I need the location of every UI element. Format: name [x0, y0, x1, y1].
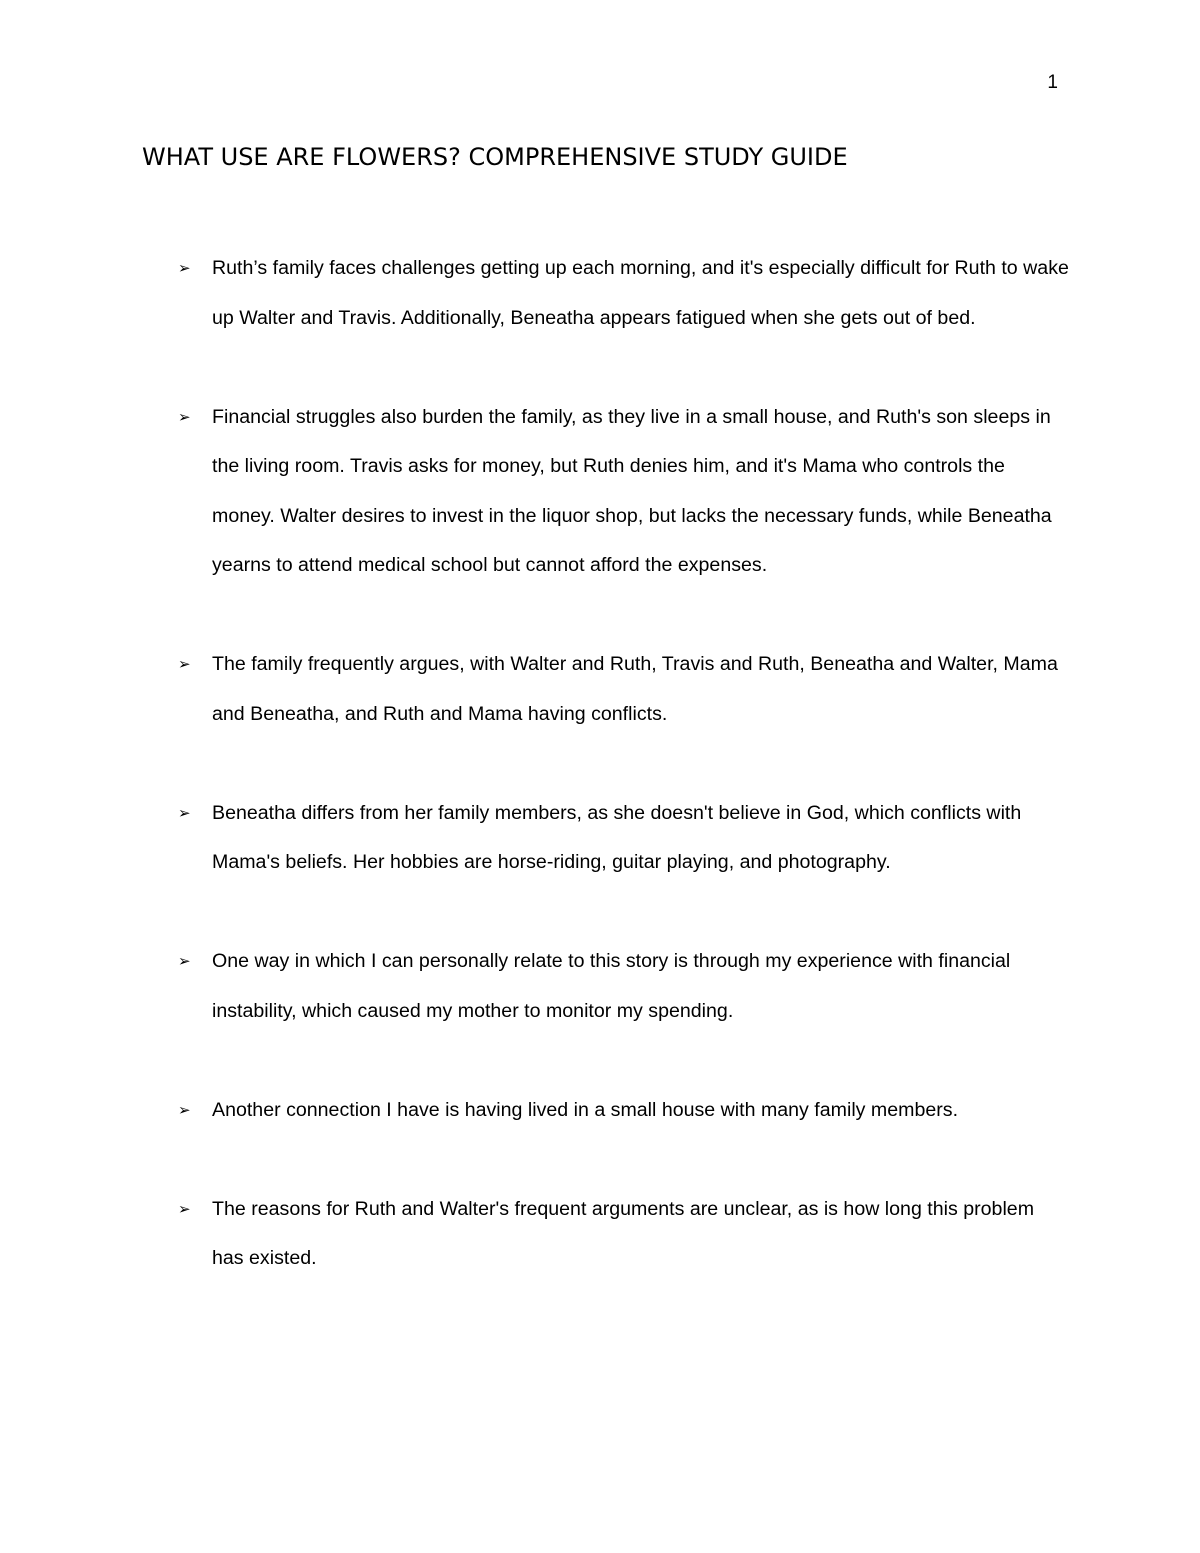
arrowhead-bullet-icon: ➢	[178, 803, 191, 822]
bullet-item	[178, 244, 1070, 343]
bullet-item	[178, 393, 1070, 591]
bullet-item	[178, 789, 1070, 888]
arrowhead-bullet-icon: ➢	[178, 259, 191, 277]
bullet-list	[178, 244, 1070, 1333]
bullet-text: One way in which I can personally relate to this story is through my experience with financial instability, which caused my mother to monitor my spending.	[212, 950, 1011, 1022]
bullet-text: Beneatha differs from her family members, as she doesn't believe in God, which conflicts with Mama's beliefs. Her hobbies are horse-riding, guitar playing, and photography.	[212, 801, 1022, 873]
arrowhead-bullet-icon: ➢	[178, 1199, 191, 1218]
bullet-text: Another connection I have is having lived in a small house with many family members.	[212, 1098, 959, 1121]
document-title: WHAT USE ARE FLOWERS? COMPREHENSIVE STUDY GUIDE	[142, 143, 848, 171]
bullet-item	[178, 1086, 1070, 1136]
bullet-item	[178, 1185, 1070, 1284]
arrowhead-bullet-icon: ➢	[178, 952, 191, 970]
bullet-text: Ruth’s family faces challenges getting up each morning, and it's especially difficult for Ruth to wake up Walter and Travis. Additionally, Beneatha appears fatigued when she gets out of bed.	[212, 257, 1069, 329]
bullet-text: The reasons for Ruth and Walter's frequent arguments are unclear, as is how long this problem has existed.	[212, 1197, 1035, 1269]
page-number: 1	[1047, 72, 1058, 93]
arrowhead-bullet-icon: ➢	[178, 1100, 191, 1119]
bullet-text: Financial struggles also burden the family, as they live in a small house, and Ruth's son sleeps in the living room. Travis asks for money, but Ruth denies him, and it's Mama who controls the money. Walter desires to invest in the liquor shop, but lacks the necessary funds, while Beneatha yearns to attend medical school but cannot afford the expenses.	[212, 405, 1052, 576]
bullet-item	[178, 640, 1070, 739]
arrowhead-bullet-icon: ➢	[178, 407, 191, 426]
arrowhead-bullet-icon: ➢	[178, 655, 191, 673]
bullet-text: The family frequently argues, with Walter and Ruth, Travis and Ruth, Beneatha and Walter, Mama and Beneatha, and Ruth and Mama having conflicts.	[212, 653, 1058, 725]
bullet-item	[178, 937, 1070, 1036]
